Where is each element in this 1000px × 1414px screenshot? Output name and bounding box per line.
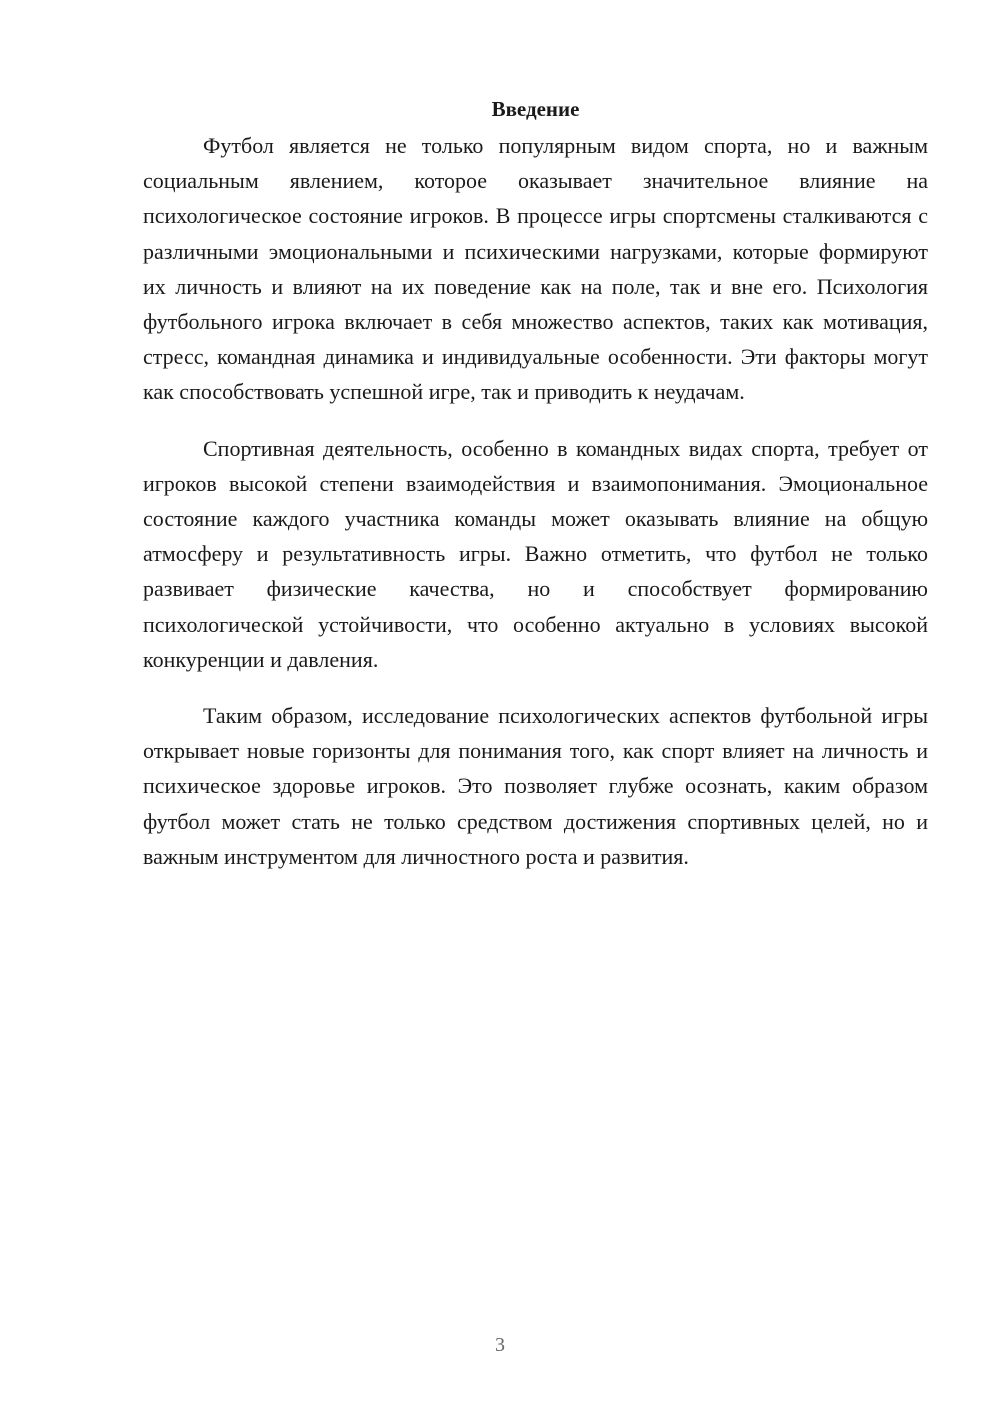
document-body xyxy=(143,94,928,895)
paragraph-2: Спортивная деятельность, особенно в командных видах спорта, требует от игроков высокой степени взаимодействия и взаимопонимания. Эмоциональное состояние каждого участника команды может оказывать влияние на общую атмосферу и результативность игры. Важно отметить, что футбол не только развивает физические качества, но и способствует формированию психологической устойчивости, что особенно актуально в условиях высокой конкуренции и давления. xyxy=(143,435,928,672)
paragraph-1: Футбол является не только популярным видом спорта, но и важным социальным явлением, которое оказывает значительное влияние на психологическое состояние игроков. В процессе игры спортсмены сталкиваются с различными эмоциональными и психическими нагрузками, которые формируют их личность и влияют на их поведение как на поле, так и вне его. Психология футбольного игрока включает в себя множество аспектов, таких как мотивация, стресс, командная динамика и индивидуальные особенности. Эти факторы могут как способствовать успешной игре, так и приводить к неудачам. xyxy=(143,133,928,405)
page-number: 3 xyxy=(495,1334,505,1356)
section-title: Введение xyxy=(491,97,580,121)
paragraph-3: Таким образом, исследование психологических аспектов футбольной игры открывает новые горизонты для понимания того, как спорт влияет на личность и психическое здоровье игроков. Это позволяет глубже осознать, каким образом футбол может стать не только средством достижения спортивных целей, но и важным инструментом для личностного роста и развития. xyxy=(143,703,928,869)
